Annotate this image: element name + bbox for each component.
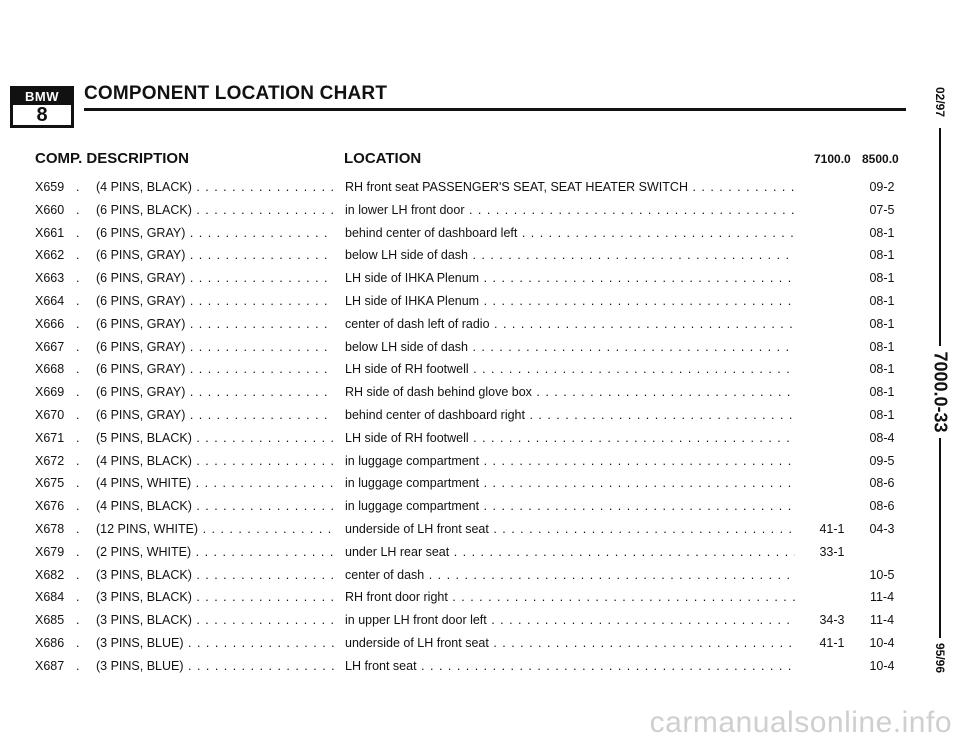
component-code: X676 (35, 499, 65, 514)
table-row (0, 268, 960, 291)
ref-8500: 08-1 (869, 225, 895, 240)
component-location: RH side of dash behind glove box . . . (345, 385, 795, 399)
table-row (0, 200, 960, 223)
table-row (0, 314, 960, 337)
component-description: (6 PINS, GRAY) . . . (96, 340, 334, 354)
component-description: (6 PINS, GRAY) . . . (96, 408, 334, 422)
component-code: X660 (35, 202, 65, 217)
ref-8500: 10-4 (869, 635, 895, 650)
separator-dot: . (76, 544, 80, 559)
table-header (0, 150, 960, 170)
separator-dot: . (76, 339, 80, 354)
component-code: X670 (35, 407, 65, 422)
component-location: below LH side of dash . . . (345, 248, 795, 262)
component-description: (12 PINS, WHITE) . . . (96, 522, 334, 536)
component-code: X664 (35, 293, 65, 308)
component-code: X663 (35, 271, 65, 286)
component-description: (3 PINS, BLUE) . . . (96, 636, 334, 650)
component-location: center of dash left of radio . . . (345, 317, 795, 331)
ref-8500: 08-1 (869, 407, 895, 422)
ref-7100: 41-1 (819, 521, 845, 536)
table-row (0, 610, 960, 633)
component-location: LH side of RH footwell . . . (345, 431, 795, 445)
ref-8500: 09-2 (869, 180, 895, 194)
table-row (0, 245, 960, 268)
separator-dot: . (76, 476, 80, 491)
separator-dot: . (76, 658, 80, 673)
component-code: X686 (35, 635, 65, 650)
separator-dot: . (76, 271, 80, 286)
table-row (0, 337, 960, 360)
component-code: X669 (35, 385, 65, 400)
component-code: X678 (35, 521, 65, 536)
separator-dot: . (76, 316, 80, 331)
separator-dot: . (76, 430, 80, 445)
component-code: X684 (35, 590, 65, 605)
separator-dot: . (76, 521, 80, 536)
component-location: LH front seat . . . (345, 659, 795, 673)
ref-8500: 08-1 (869, 362, 895, 377)
separator-dot: . (76, 590, 80, 605)
component-location: RH front door right . . . (345, 590, 795, 604)
sidebar-date-top: 02/97 (933, 84, 947, 120)
table-row (0, 519, 960, 542)
component-table (0, 177, 960, 679)
ref-8500: 11-4 (869, 590, 895, 605)
component-description: (4 PINS, BLACK) . . . (96, 454, 334, 468)
component-code: X671 (35, 430, 65, 445)
component-location: LH side of RH footwell . . . (345, 362, 795, 376)
component-location: LH side of IHKA Plenum . . . (345, 294, 795, 308)
component-location: in upper LH front door left . . . (345, 613, 795, 627)
table-row (0, 542, 960, 565)
component-description: (6 PINS, BLACK) . . . (96, 203, 334, 217)
component-location: in luggage compartment . . . (345, 454, 795, 468)
component-description: (5 PINS, BLACK) . . . (96, 431, 334, 445)
ref-8500: 08-1 (869, 271, 895, 286)
logo-series-number: 8 (36, 104, 48, 126)
table-row (0, 428, 960, 451)
ref-8500: 07-5 (869, 202, 895, 217)
separator-dot: . (76, 293, 80, 308)
bmw-8-logo (10, 86, 74, 128)
table-row (0, 587, 960, 610)
component-description: (6 PINS, GRAY) . . . (96, 271, 334, 285)
separator-dot: . (76, 635, 80, 650)
separator-dot: . (76, 567, 80, 582)
separator-dot: . (76, 248, 80, 263)
component-description: (6 PINS, GRAY) . . . (96, 248, 334, 262)
logo-bmw-text: BMW (13, 89, 71, 105)
component-description: (3 PINS, BLUE) . . . (96, 659, 334, 673)
ref-8500: 11-4 (869, 613, 895, 628)
page-title: COMPONENT LOCATION CHART (84, 83, 388, 104)
component-description: (3 PINS, BLACK) . . . (96, 568, 334, 582)
component-location: underside of LH front seat . . . (345, 636, 795, 650)
component-location: below LH side of dash . . . (345, 340, 795, 354)
component-description: (4 PINS, WHITE) . . . (96, 476, 334, 490)
component-code: X682 (35, 567, 65, 582)
separator-dot: . (76, 453, 80, 468)
component-code: X659 (35, 180, 65, 194)
watermark-text: carmanualsonline.info (649, 706, 952, 739)
separator-dot: . (76, 180, 80, 194)
sidebar-date-bottom: 95/96 (933, 640, 947, 676)
component-location: center of dash . . . (345, 568, 795, 582)
table-row (0, 291, 960, 314)
ref-8500: 08-1 (869, 316, 895, 331)
title-divider (84, 108, 906, 111)
ref-7100: 41-1 (819, 635, 845, 650)
component-location: behind center of dashboard left . . . (345, 226, 795, 240)
header-comp-description: COMP. DESCRIPTION (35, 150, 189, 167)
ref-8500: 08-4 (869, 430, 895, 445)
header-model-8500: 8500.0 (862, 152, 899, 166)
component-location: LH side of IHKA Plenum . . . (345, 271, 795, 285)
component-location: underside of LH front seat . . . (345, 522, 795, 536)
table-row (0, 633, 960, 656)
header-location: LOCATION (344, 150, 422, 167)
component-code: X662 (35, 248, 65, 263)
table-row (0, 405, 960, 428)
component-location: under LH rear seat . . . (345, 545, 795, 559)
component-code: X666 (35, 316, 65, 331)
table-row (0, 496, 960, 519)
component-description: (6 PINS, GRAY) . . . (96, 362, 334, 376)
component-description: (6 PINS, GRAY) . . . (96, 226, 334, 240)
ref-8500: 08-6 (869, 499, 895, 514)
ref-8500: 08-1 (869, 339, 895, 354)
component-code: X667 (35, 339, 65, 354)
component-location: in lower LH front door . . . (345, 203, 795, 217)
table-row (0, 656, 960, 679)
component-description: (6 PINS, GRAY) . . . (96, 294, 334, 308)
table-row (0, 473, 960, 496)
component-code: X668 (35, 362, 65, 377)
sidebar-page-number: 7000.0-33 (930, 348, 951, 435)
table-row (0, 382, 960, 405)
component-code: X675 (35, 476, 65, 491)
component-description: (2 PINS, WHITE) . . . (96, 545, 334, 559)
ref-8500: 10-4 (869, 658, 895, 673)
component-code: X685 (35, 613, 65, 628)
table-row (0, 223, 960, 246)
table-row (0, 565, 960, 588)
ref-8500: 08-1 (869, 293, 895, 308)
separator-dot: . (76, 362, 80, 377)
component-description: (3 PINS, BLACK) . . . (96, 613, 334, 627)
component-code: X687 (35, 658, 65, 673)
ref-7100: 33-1 (819, 544, 845, 559)
ref-8500: 08-6 (869, 476, 895, 491)
component-description: (3 PINS, BLACK) . . . (96, 590, 334, 604)
ref-8500: 08-1 (869, 248, 895, 263)
component-code: X672 (35, 453, 65, 468)
ref-8500: 04-3 (869, 521, 895, 536)
separator-dot: . (76, 225, 80, 240)
table-row (0, 359, 960, 382)
separator-dot: . (76, 613, 80, 628)
ref-7100: 34-3 (819, 613, 845, 628)
separator-dot: . (76, 202, 80, 217)
separator-dot: . (76, 385, 80, 400)
separator-dot: . (76, 499, 80, 514)
component-description: (6 PINS, GRAY) . . . (96, 385, 334, 399)
component-location: in luggage compartment . . . (345, 476, 795, 490)
table-row (0, 177, 960, 200)
component-location: in luggage compartment . . . (345, 499, 795, 513)
header-model-7100: 7100.0 (814, 152, 851, 166)
component-location: RH front seat PASSENGER'S SEAT, SEAT HEATER SWITCH . . . (345, 180, 795, 194)
component-code: X679 (35, 544, 65, 559)
table-row (0, 451, 960, 474)
sidebar-rule-bottom (939, 438, 941, 638)
component-description: (4 PINS, BLACK) . . . (96, 499, 334, 513)
separator-dot: . (76, 407, 80, 422)
ref-8500: 08-1 (869, 385, 895, 400)
component-description: (4 PINS, BLACK) . . . (96, 180, 334, 194)
component-location: behind center of dashboard right . . . (345, 408, 795, 422)
sidebar-rule-top (939, 128, 941, 346)
component-code: X661 (35, 225, 65, 240)
ref-8500: 10-5 (869, 567, 895, 582)
ref-8500: 09-5 (869, 453, 895, 468)
page-sidebar (922, 78, 958, 718)
component-description: (6 PINS, GRAY) . . . (96, 317, 334, 331)
